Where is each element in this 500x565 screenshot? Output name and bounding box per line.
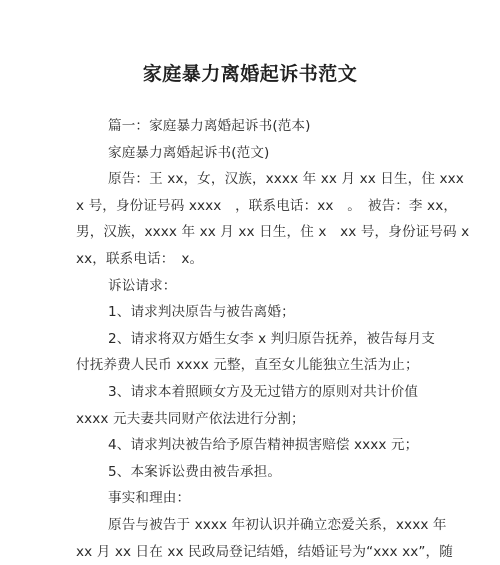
- claim-item-5: 5、本案诉讼费由被告承担。: [108, 463, 282, 480]
- claim-item-1: 1、请求判决原告与被告离婚；: [108, 304, 295, 321]
- section-heading: 篇一：家庭暴力离婚起诉书(范本): [108, 118, 311, 134]
- document-title: 家庭暴力离婚起诉书范文: [142, 63, 358, 85]
- subtitle-line: 家庭暴力离婚起诉书(范文): [108, 144, 270, 161]
- defendant-line: 男，汉族，xxxx 年 xx 月 xx 日生，住 x xx 号，身份证号码 x: [76, 224, 470, 241]
- facts-paragraph-continued: xx 月 xx 日在 xx 民政局登记结婚，结婚证号为“xxx xx”，随: [76, 543, 453, 560]
- claims-heading: 诉讼请求：: [108, 277, 177, 294]
- claim-item-4: 4、请求判决被告给予原告精神损害赔偿 xxxx 元；: [108, 437, 419, 454]
- claim-item-2: 2、请求将双方婚生女李 x 判归原告抚养，被告每月支: [108, 330, 435, 347]
- facts-heading: 事实和理由：: [108, 490, 191, 507]
- claim-item-3-continued: xxxx 元夫妻共同财产依法进行分割；: [76, 410, 305, 427]
- defendant-phone-line: xx，联系电话： x。: [76, 250, 204, 267]
- document-body: [76, 113, 470, 565]
- plaintiff-continued-line: x 号，身份证号码 xxxx ，联系电话：xx 。 被告：李 xx，: [76, 197, 458, 214]
- claim-item-3: 3、请求本着照顾女方及无过错方的原则对共计价值: [108, 383, 419, 400]
- plaintiff-line: 原告：王 xx，女，汉族，xxxx 年 xx 月 xx 日生，住 xxx: [108, 171, 464, 188]
- facts-paragraph-line: 原告与被告于 xxxx 年初认识并确立恋爱关系，xxxx 年: [108, 516, 447, 533]
- claim-item-2-continued: 付抚养费人民币 xxxx 元整，直至女儿能独立生活为止；: [76, 357, 419, 374]
